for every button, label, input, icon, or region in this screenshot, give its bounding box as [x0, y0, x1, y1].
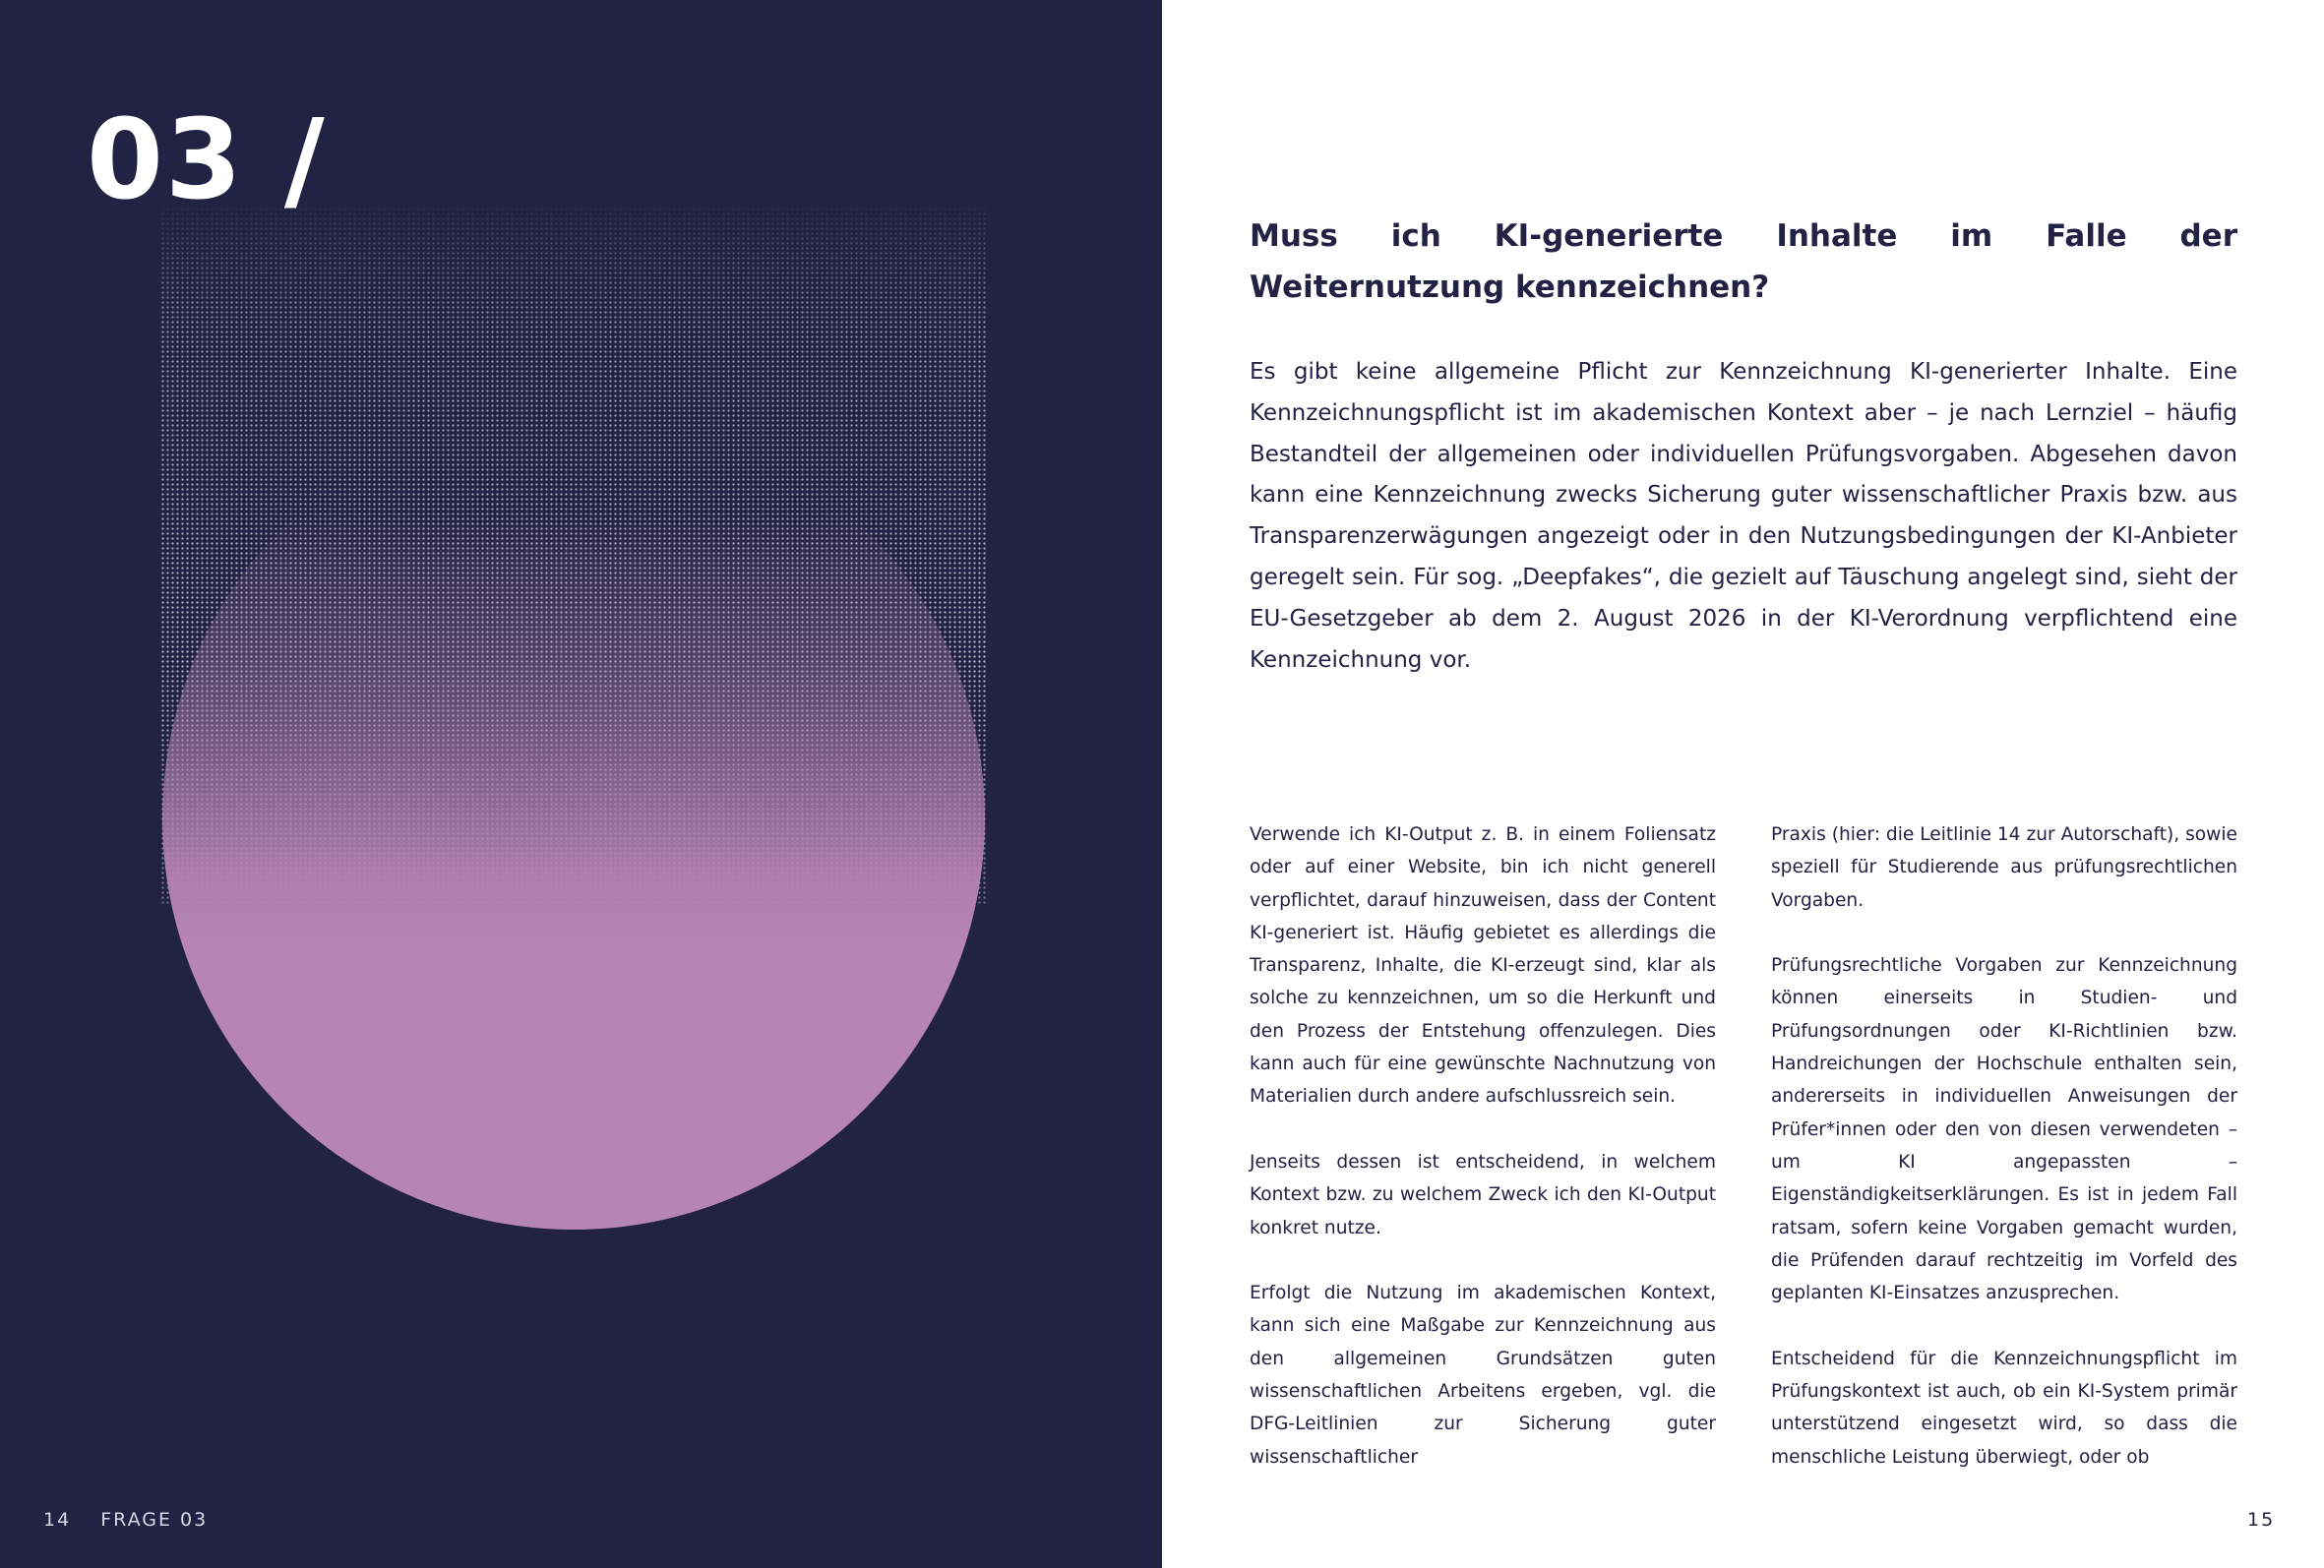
page-number-left: 14	[43, 1509, 72, 1531]
column-1-paragraph: Verwende ich KI-Output z. B. in einem Foliensatz oder auf einer Website, bin ich nicht generell verpflichtet, darauf hinzuweisen, dass der Content KI-generiert ist. Häufig gebietet es allerdings die Transparenz, Inhalte, die KI-erzeugt sind, klar als solche zu kennzeichnen, um so die Herkunft und den Prozess der Entstehung offenzulegen. Dies kann auch für eine gewünschte Nachnutzung von Materialien durch andere aufschlussreich sein.	[1250, 824, 1716, 1108]
text-column-2	[1771, 818, 2237, 1506]
column-2-paragraph: Entscheidend für die Kennzeichnungspflicht im Prüfungskontext ist auch, ob ein KI-System primär unterstützend eingesetzt wird, so dass die menschliche Leistung überwiegt, oder ob	[1771, 1348, 2237, 1468]
footer-section-label: FRAGE 03	[100, 1509, 209, 1531]
column-2-paragraph: Prüfungsrechtliche Vorgaben zur Kennzeichnung können einerseits in Studien- und Prüfungsordnungen oder KI-Richtlinien bzw. Handreichungen der Hochschule enthalten sein, andererseits in individuellen Anweisungen der Prüfer*innen oder den von diesen verwendeten – um KI angepassten – Eigenständigkeitserklärungen. Es ist in jedem Fall ratsam, sofern keine Vorgaben gemacht wurden, die Prüfenden darauf rechtzeitig im Vorfeld des geplanten KI-Einsatzes anzusprechen.	[1771, 955, 2237, 1304]
pink-circle	[162, 407, 985, 1230]
text-column-1	[1250, 818, 1716, 1506]
lead-paragraph: Es gibt keine allgemeine Pflicht zur Kennzeichnung KI-generierter Inhalte. Eine Kennzeichnungspflicht ist im akademischen Kontext aber – je nach Lernziel – häufig Bestandteil der allgemeinen oder individuellen Prüfungsvorgaben. Abgesehen davon kann eine Kennzeichnung zwecks Sicherung guter wissenschaftlicher Praxis bzw. aus Transparenzerwägungen angezeigt oder in den Nutzungsbedingungen der KI-Anbieter geregelt sein. Für sog. „Deepfakes“, die gezielt auf Täuschung angelegt sind, sieht der EU-Gesetzgeber ab dem 2. August 2026 in der KI-Verordnung verpflichtend eine Kennzeichnung vor.	[1250, 359, 2237, 673]
question-heading: Muss ich KI-generierte Inhalte im Falle der Weiternutzung kennzeichnen?	[1250, 218, 2237, 305]
chapter-number: 03 /	[87, 96, 327, 224]
column-2-paragraph: Praxis (hier: die Leitlinie 14 zur Autorschaft), sowie speziell für Studierende aus prüfungsrechtlichen Vorgaben.	[1771, 824, 2237, 911]
page-number-right: 15	[2247, 1509, 2276, 1531]
column-1-paragraph: Jenseits dessen ist entscheidend, in welchem Kontext bzw. zu welchem Zweck ich den KI-Output konkret nutze.	[1250, 1151, 1716, 1238]
left-footer	[43, 1509, 208, 1531]
column-1-paragraph: Erfolgt die Nutzung im akademischen Kontext, kann sich eine Maßgabe zur Kennzeichnung aus den allgemeinen Grundsätzen guten wissenschaftlichen Arbeitens ergeben, vgl. die DFG-Leitlinien zur Sicherung guter wissenschaftlicher	[1250, 1283, 1716, 1468]
